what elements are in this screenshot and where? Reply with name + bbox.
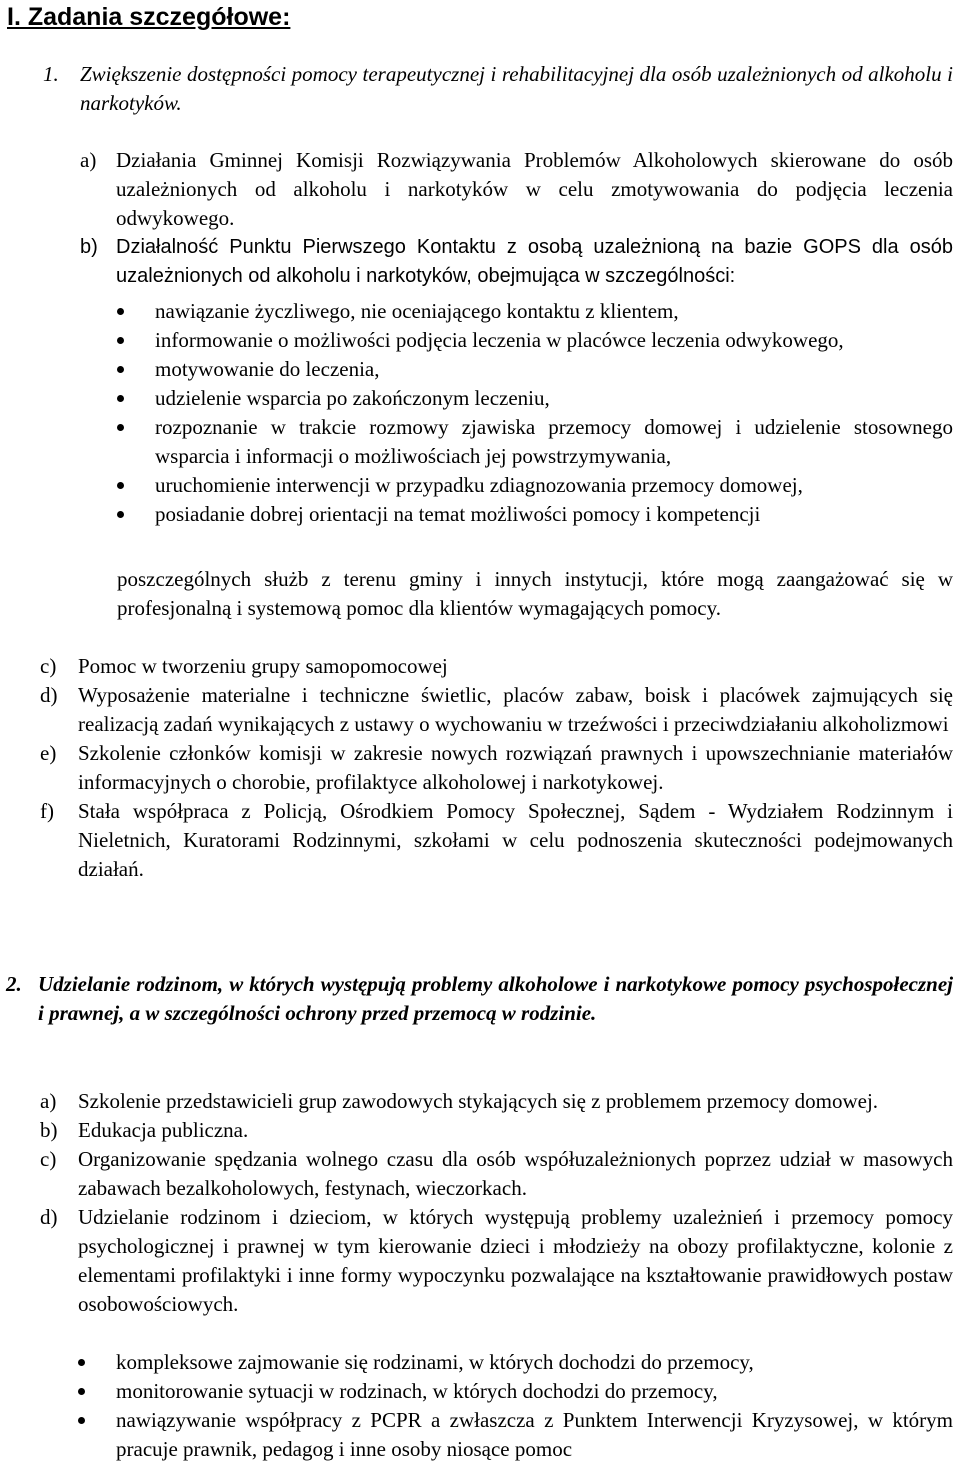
bullet-dot — [78, 1377, 116, 1406]
section-2-title — [6, 970, 953, 1028]
bullet-dot — [117, 384, 155, 413]
items-1c-1f — [40, 652, 953, 884]
bullet-dot — [78, 1406, 116, 1464]
item-marker: d) — [40, 683, 58, 707]
item-text: Szkolenie członków komisji w zakresie nowych rozwiązań prawnych i upowszechnianie materiałów informacyjnych o chorobie, profilaktyce alkoholowej i narkotykowej. — [78, 741, 953, 794]
section-1-title-text: Zwiększenie dostępności pomocy terapeutycznej i rehabilitacyjnej dla osób uzależnionych od alkoholu i narkotyków. — [80, 62, 953, 115]
item-text: Organizowanie spędzania wolnego czasu dla osób współuzależnionych poprzez udział w masowych zabawach bezalkoholowych, festynach, wieczorkach. — [78, 1147, 953, 1200]
bullet-dot — [117, 297, 155, 326]
bullet-dot — [117, 500, 155, 529]
item-2b — [40, 1116, 953, 1145]
items-2a-2d — [40, 1087, 953, 1319]
section-1-number: 1. — [43, 62, 59, 86]
item-1c — [40, 652, 953, 681]
item-text: Udzielanie rodzinom i dzieciom, w których występują problemy uzależnień i przemocy pomocy psychologicznej i prawnej w tym kierowanie dzieci i młodzieży na obozy profilaktyczne, kolonie z elementami profilaktyki i inne formy wypoczynku pozwalające na kształtowanie prawidłowych postaw osobowościowych. — [78, 1205, 953, 1316]
bullet-list-2d — [78, 1348, 953, 1464]
item-text: Stała współpraca z Policją, Ośrodkiem Pomocy Społecznej, Sądem - Wydziałem Rodzinnym i Nieletnich, Kuratorami Rodzinnymi, szkołami w celu podnoszenia skuteczności podejmowanych działań. — [78, 799, 953, 881]
bullet-dot — [117, 471, 155, 500]
item-2a — [40, 1087, 953, 1116]
section-heading: I. Zadania szczegółowe: — [7, 3, 291, 31]
item-1f — [40, 797, 953, 884]
item-1b — [80, 233, 953, 291]
section-2-title-text: Udzielanie rodzinom, w których występują problemy alkoholowe i narkotykowe pomocy psychospołecznej i prawnej, a w szczególności ochrony przed przemocą w rodzinie. — [38, 972, 953, 1025]
item-marker: d) — [40, 1205, 58, 1229]
list-item: kompleksowe zajmowanie się rodzinami, w których dochodzi do przemocy, — [78, 1348, 953, 1377]
item-marker: c) — [40, 1147, 57, 1171]
bullet-dot — [117, 326, 155, 355]
item-text: Pomoc w tworzeniu grupy samopomocowej — [78, 654, 448, 678]
bullet-dot — [117, 355, 155, 384]
list-item: nawiązanie życzliwego, nie oceniającego kontaktu z klientem, — [117, 297, 953, 326]
item-1a — [80, 146, 953, 233]
item-marker: b) — [80, 236, 98, 258]
item-1e — [40, 739, 953, 797]
item-marker: a) — [40, 1089, 57, 1113]
bullet-dot — [78, 1348, 116, 1377]
item-text: Szkolenie przedstawicieli grup zawodowych stykających się z problemem przemocy domowej. — [78, 1089, 879, 1113]
item-marker: e) — [40, 741, 57, 765]
list-item: motywowanie do leczenia, — [117, 355, 953, 384]
list-item: posiadanie dobrej orientacji na temat możliwości pomocy i kompetencji — [117, 500, 953, 529]
item-marker: b) — [40, 1118, 58, 1142]
item-text: Edukacja publiczna. — [78, 1118, 249, 1142]
item-text: Działania Gminnej Komisji Rozwiązywania Problemów Alkoholowych skierowane do osób uzależnionych od alkoholu i narkotyków w celu zmotywowania do podjęcia leczenia odwykowego. — [116, 148, 953, 230]
item-marker: c) — [40, 654, 57, 678]
section-2-number: 2. — [6, 972, 22, 996]
list-item: udzielenie wsparcia po zakończonym leczeniu, — [117, 384, 953, 413]
bullet-continuation: poszczególnych służb z terenu gminy i innych instytucji, które mogą zaangażować się w profesjonalną i systemową pomoc dla klientów wymagających pomocy. — [117, 567, 953, 620]
item-text: Wyposażenie materialne i techniczne świetlic, placów zabaw, boisk i placówek zajmujących się realizacją zadań wynikających z ustawy o wychowaniu w trzeźwości i przeciwdziałaniu alkoholizmowi — [78, 683, 953, 736]
bullet-dot — [117, 413, 155, 471]
section-1-title — [43, 60, 953, 118]
list-item: rozpoznanie w trakcie rozmowy zjawiska przemocy domowej i udzielenie stosownego wsparcia i informacji o możliwościach jej powstrzymywania, — [117, 413, 953, 471]
item-1d — [40, 681, 953, 739]
list-item: nawiązywanie współpracy z PCPR a zwłaszcza z Punktem Interwencji Kryzysowej, w którym pracuje prawnik, pedagog i inne osoby niosące pomoc — [78, 1406, 953, 1464]
list-item: monitorowanie sytuacji w rodzinach, w których dochodzi do przemocy, — [78, 1377, 953, 1406]
item-text: Działalność Punktu Pierwszego Kontaktu z osobą uzależnioną na bazie GOPS dla osób uzależnionych od alkoholu i narkotyków, obejmująca w szczególności: — [116, 236, 953, 287]
list-item: informowanie o możliwości podjęcia leczenia w placówce leczenia odwykowego, — [117, 326, 953, 355]
list-item: uruchomienie interwencji w przypadku zdiagnozowania przemocy domowej, — [117, 471, 953, 500]
item-2c — [40, 1145, 953, 1203]
item-marker: a) — [80, 148, 97, 172]
item-2d — [40, 1203, 953, 1319]
item-marker: f) — [40, 799, 54, 823]
bullet-list-1b — [117, 297, 953, 529]
